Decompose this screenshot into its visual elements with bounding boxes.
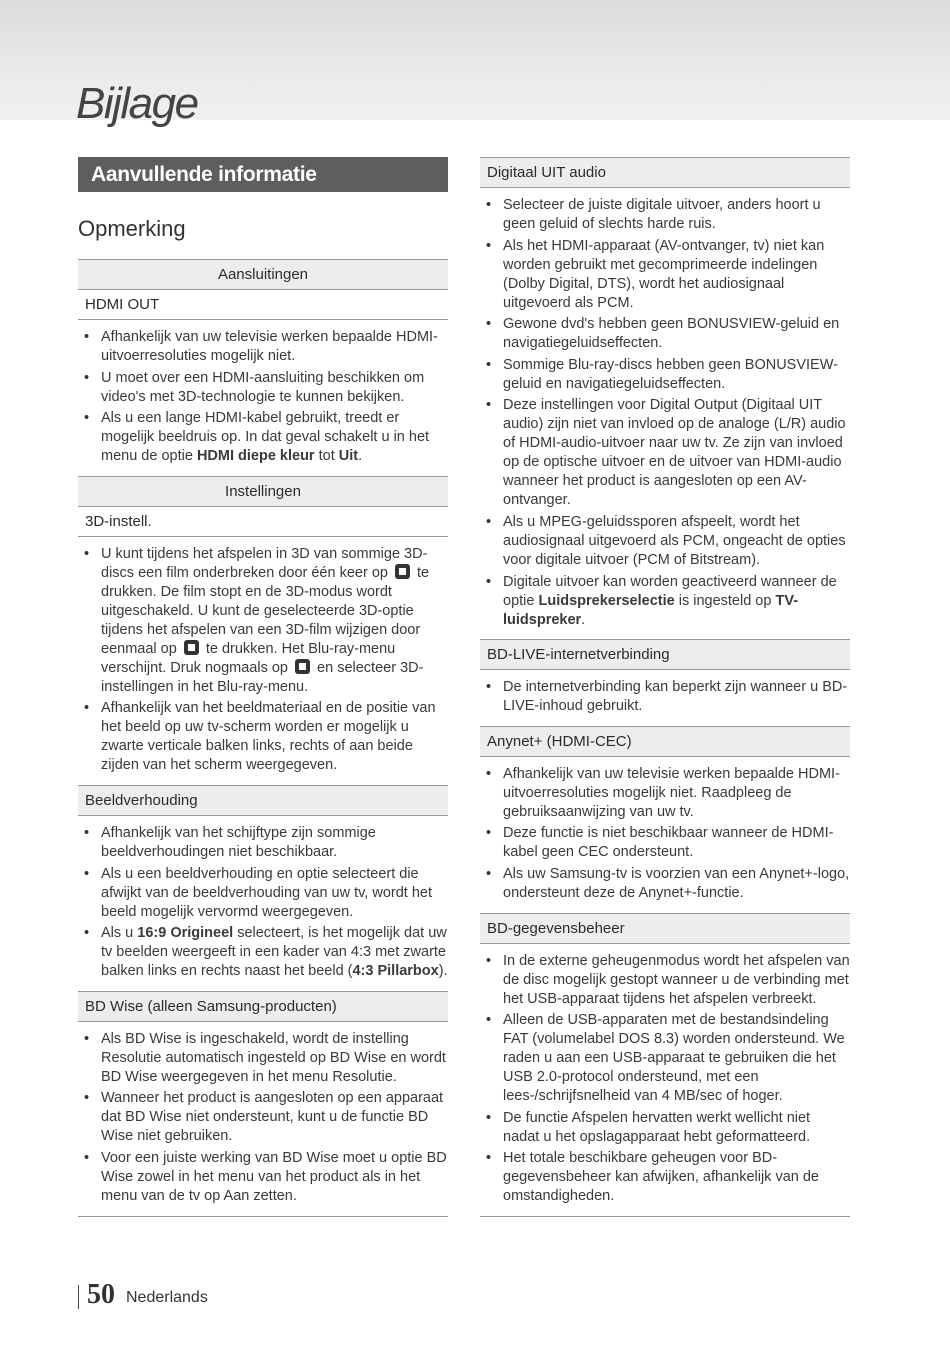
row-label-digitaal-uit-audio: Digitaal UIT audio — [480, 157, 850, 188]
row-label-beeldverhouding: Beeldverhouding — [78, 785, 448, 816]
bullet-list-beeldverhouding — [78, 816, 448, 991]
page-number: 50 — [87, 1279, 115, 1310]
bullet-list-digitaal-uit — [480, 188, 850, 639]
list-item: • Deze instellingen voor Digital Output (Digitaal UIT audio) zijn niet van invloed op de analoge (L/R) audio of HDMI-audio-uitvoer naar uw tv. Ze zijn van invloed op de optische uitvoer en de uitvoer van HDMI-audio wanneer het product is aangesloten op een AV-ontvanger. — [480, 396, 850, 510]
stop-button-icon — [295, 659, 310, 674]
divider — [78, 1216, 448, 1217]
list-item: • Als het HDMI-apparaat (AV-ontvanger, tv) niet kan worden gebruikt met gecomprimeerde indelingen (Dolby Digital, DTS), wordt het audiosignaal uitgevoerd als PCM. — [480, 237, 850, 313]
list-item: • Het totale beschikbare geheugen voor BD-gegevensbeheer kan afwijken, afhankelijk van de omstandigheden. — [480, 1149, 850, 1206]
row-label-bd-gegevensbeheer: BD-gegevensbeheer — [480, 913, 850, 944]
list-item: • Afhankelijk van uw televisie werken bepaalde HDMI-uitvoerresoluties mogelijk niet. Raadpleeg de gebruiksaanwijzing van uw tv. — [480, 765, 850, 822]
row-label-bd-live: BD-LIVE-internetverbinding — [480, 639, 850, 670]
list-item: • Als BD Wise is ingeschakeld, wordt de instelling Resolutie automatisch ingesteld op BD Wise en wordt BD Wise weergegeven in het menu Resolutie. — [78, 1030, 448, 1087]
text: tot — [314, 448, 339, 465]
bold-term: 16:9 Origineel — [137, 925, 234, 942]
text: Digitale uitvoer kan worden geactiveerd wanneer de optie — [503, 573, 837, 609]
text: U kunt tijdens het afspelen in 3D van sommige 3D-discs een film onderbreken door één keer op — [101, 545, 428, 581]
group-header-instellingen: Instellingen — [78, 476, 448, 506]
bullet-list-bd-wise — [78, 1022, 448, 1216]
list-item: • Gewone dvd's hebben geen BONUSVIEW-geluid en navigatiegeluidseffecten. — [480, 315, 850, 353]
footer-language: Nederlands — [126, 1289, 208, 1306]
list-item: • U moet over een HDMI-aansluiting beschikken om video's met 3D-technologie te kunnen bekijken. — [78, 369, 448, 407]
section-title: Aanvullende informatie — [78, 157, 448, 192]
footer-divider — [78, 1285, 79, 1309]
bold-term: Luidsprekerselectie — [538, 592, 675, 609]
list-item: • Alleen de USB-apparaten met de bestandsindeling FAT (volumelabel DOS 8.3) worden ondersteund. We raden u aan een USB-apparaat te gebruiken die het USB 2.0-protocol ondersteund, met een lees-/schrijfsnelheid van 4 MB/sec of hoger. — [480, 1011, 850, 1106]
list-item: • Als u een beeldverhouding en optie selecteert die afwijkt van de beeldverhouding van uw tv, wordt het beeld mogelijk vervormd weergegeven. — [78, 865, 448, 922]
divider — [480, 1216, 850, 1217]
right-column — [480, 157, 850, 1217]
chapter-title: Bijlage — [76, 79, 198, 128]
list-item — [78, 409, 448, 466]
row-label-3d-instell: 3D-instell. — [78, 506, 448, 537]
left-column — [78, 157, 448, 1217]
text: . — [581, 611, 586, 628]
list-item — [480, 573, 850, 630]
text: te drukken. Het Blu-ray-menu verschijnt. Druk nogmaals op — [101, 640, 396, 676]
list-item: • Selecteer de juiste digitale uitvoer, anders hoort u geen geluid of slechts harde ruis. — [480, 196, 850, 234]
bold-term: 4:3 Pillarbox — [352, 963, 439, 980]
list-item: • Sommige Blu-ray-discs hebben geen BONUSVIEW-geluid en navigatiegeluidseffecten. — [480, 356, 850, 394]
list-item: • Afhankelijk van uw televisie werken bepaalde HDMI-uitvoerresoluties mogelijk niet. — [78, 328, 448, 366]
bullet-list-hdmi-out — [78, 320, 448, 476]
row-label-anynet: Anynet+ (HDMI-CEC) — [480, 726, 850, 757]
list-item: • De functie Afspelen hervatten werkt wellicht niet nadat u het opslagapparaat hebt geformatteerd. — [480, 1109, 850, 1147]
group-header-aansluitingen: Aansluitingen — [78, 259, 448, 289]
list-item: • Als uw Samsung-tv is voorzien van een Anynet+-logo, ondersteunt deze de Anynet+-functie. — [480, 865, 850, 903]
row-label-bd-wise: BD Wise (alleen Samsung-producten) — [78, 991, 448, 1022]
list-item: • In de externe geheugenmodus wordt het afspelen van de disc mogelijk gestopt wanneer u de verbinding met het USB-apparaat tijdens het afspelen verbreekt. — [480, 952, 850, 1009]
bullet-list-3d — [78, 537, 448, 785]
row-label-hdmi-out: HDMI OUT — [78, 289, 448, 320]
bold-term: TV-luidspreker — [503, 592, 799, 628]
stop-button-icon — [184, 640, 199, 655]
list-item: • Afhankelijk van het beeldmateriaal en de positie van het beeld op uw tv-scherm worden er mogelijk u zwarte verticale balken links, rechts of aan beide zijden van het scherm weergegeven. — [78, 699, 448, 775]
list-item: • Wanneer het product is aangesloten op een apparaat dat BD Wise niet ondersteunt, kunt u de functie BD Wise niet gebruiken. — [78, 1089, 448, 1146]
list-item: • Afhankelijk van het schijftype zijn sommige beeldverhoudingen niet beschikbaar. — [78, 824, 448, 862]
stop-button-icon — [395, 564, 410, 579]
list-item: • Als u MPEG-geluidssporen afspeelt, wordt het audiosignaal uitgevoerd als PCM, ongeacht de opties voor digitale uitvoer (PCM of Bitstream). — [480, 513, 850, 570]
text: te drukken. De film stopt en de 3D-modus wordt uitgeschakeld. U kunt de geselecteerde 3D-optie tijdens het afspelen van een 3D-film wijzigen door eenmaal op — [101, 564, 430, 657]
text: Als u — [101, 925, 138, 942]
bullet-list-anynet — [480, 757, 850, 913]
list-item — [78, 924, 448, 981]
text: selecteert, is het mogelijk dat uw tv beelden weergeeft in een kader van 4:3 met zwarte balken links en rechts naast het beeld ( — [101, 925, 447, 980]
list-item: • De internetverbinding kan beperkt zijn wanneer u BD-LIVE-inhoud gebruikt. — [480, 678, 850, 716]
text: ). — [438, 963, 448, 980]
text: . — [358, 448, 363, 465]
list-item: • Voor een juiste werking van BD Wise moet u optie BD Wise zowel in het menu van het product als in het menu van de tv op Aan zetten. — [78, 1149, 448, 1206]
bullet-list-bd-gegevensbeheer — [480, 944, 850, 1216]
list-item — [78, 545, 448, 697]
subsection-title: Opmerking — [78, 216, 186, 241]
bullet-list-bd-live — [480, 670, 850, 726]
text: Als u een lange HDMI-kabel gebruikt, treedt er mogelijk beeldruis op. In dat geval schakelt u in het menu de optie — [101, 410, 430, 465]
text: en selecteer 3D-instellingen in het Blu-ray-menu. — [101, 659, 424, 695]
list-item: • Deze functie is niet beschikbaar wanneer de HDMI-kabel geen CEC ondersteunt. — [480, 824, 850, 862]
text: is ingesteld op — [674, 592, 776, 609]
bold-term: HDMI diepe kleur — [196, 448, 315, 465]
bold-term: Uit — [338, 448, 359, 465]
